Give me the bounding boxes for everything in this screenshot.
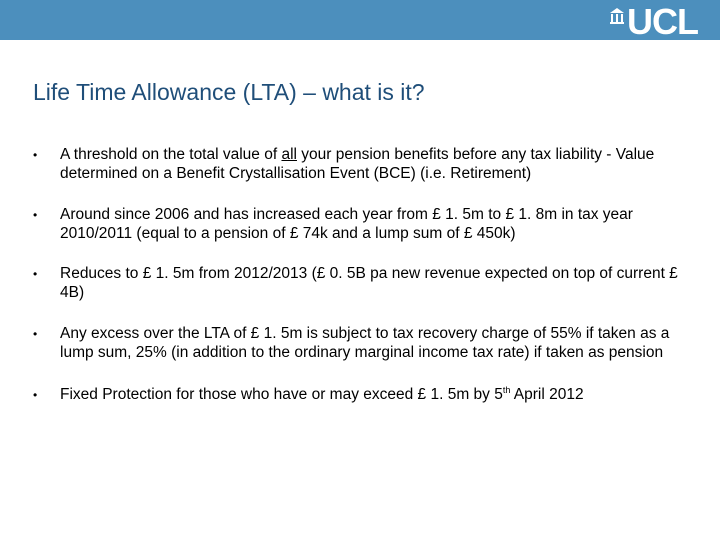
bullet-item: [33, 206, 693, 243]
bullet-text-sup: th: [502, 384, 511, 395]
bullet-list: [33, 146, 693, 428]
bullet-item: [33, 386, 693, 405]
bullet-text-post: your pension benefits before any tax liability - Value determined on a Benefit Crystallisation Event (BCE) (i.e. Retirement): [60, 146, 655, 182]
bullet-text-post: April 2012: [510, 386, 584, 403]
portico-icon: [610, 8, 624, 24]
bullet-text: Any excess over the LTA of £ 1. 5m is subject to tax recovery charge of 55% if taken as a lump sum, 25% (in addition to the ordinary marginal income tax rate) if taken as pension: [60, 325, 670, 361]
bullet-item: [33, 146, 693, 183]
bullet-text-pre: Fixed Protection for those who have or may exceed £ 1. 5m by 5: [60, 386, 503, 403]
ucl-logo: [627, 1, 698, 42]
bullet-item: [33, 325, 693, 362]
bullet-text-underlined: all: [281, 146, 297, 163]
header-bar: [0, 0, 720, 40]
bullet-text: Reduces to £ 1. 5m from 2012/2013 (£ 0. 5B pa new revenue expected on top of current £ 4B): [60, 265, 678, 301]
bullet-dot-icon: •: [33, 267, 38, 281]
bullet-item: [33, 265, 693, 302]
bullet-dot-icon: •: [33, 208, 38, 222]
bullet-dot-icon: •: [33, 388, 38, 402]
bullet-text: Around since 2006 and has increased each year from £ 1. 5m to £ 1. 8m in tax year 2010/2011 (equal to a pension of £ 74k and a lump sum of £ 450k): [60, 206, 633, 242]
logo-text: UCL: [627, 1, 698, 42]
bullet-text-pre: A threshold on the total value of: [60, 146, 282, 163]
slide-title: Life Time Allowance (LTA) – what is it?: [33, 79, 425, 105]
bullet-dot-icon: •: [33, 148, 38, 162]
bullet-dot-icon: •: [33, 327, 38, 341]
